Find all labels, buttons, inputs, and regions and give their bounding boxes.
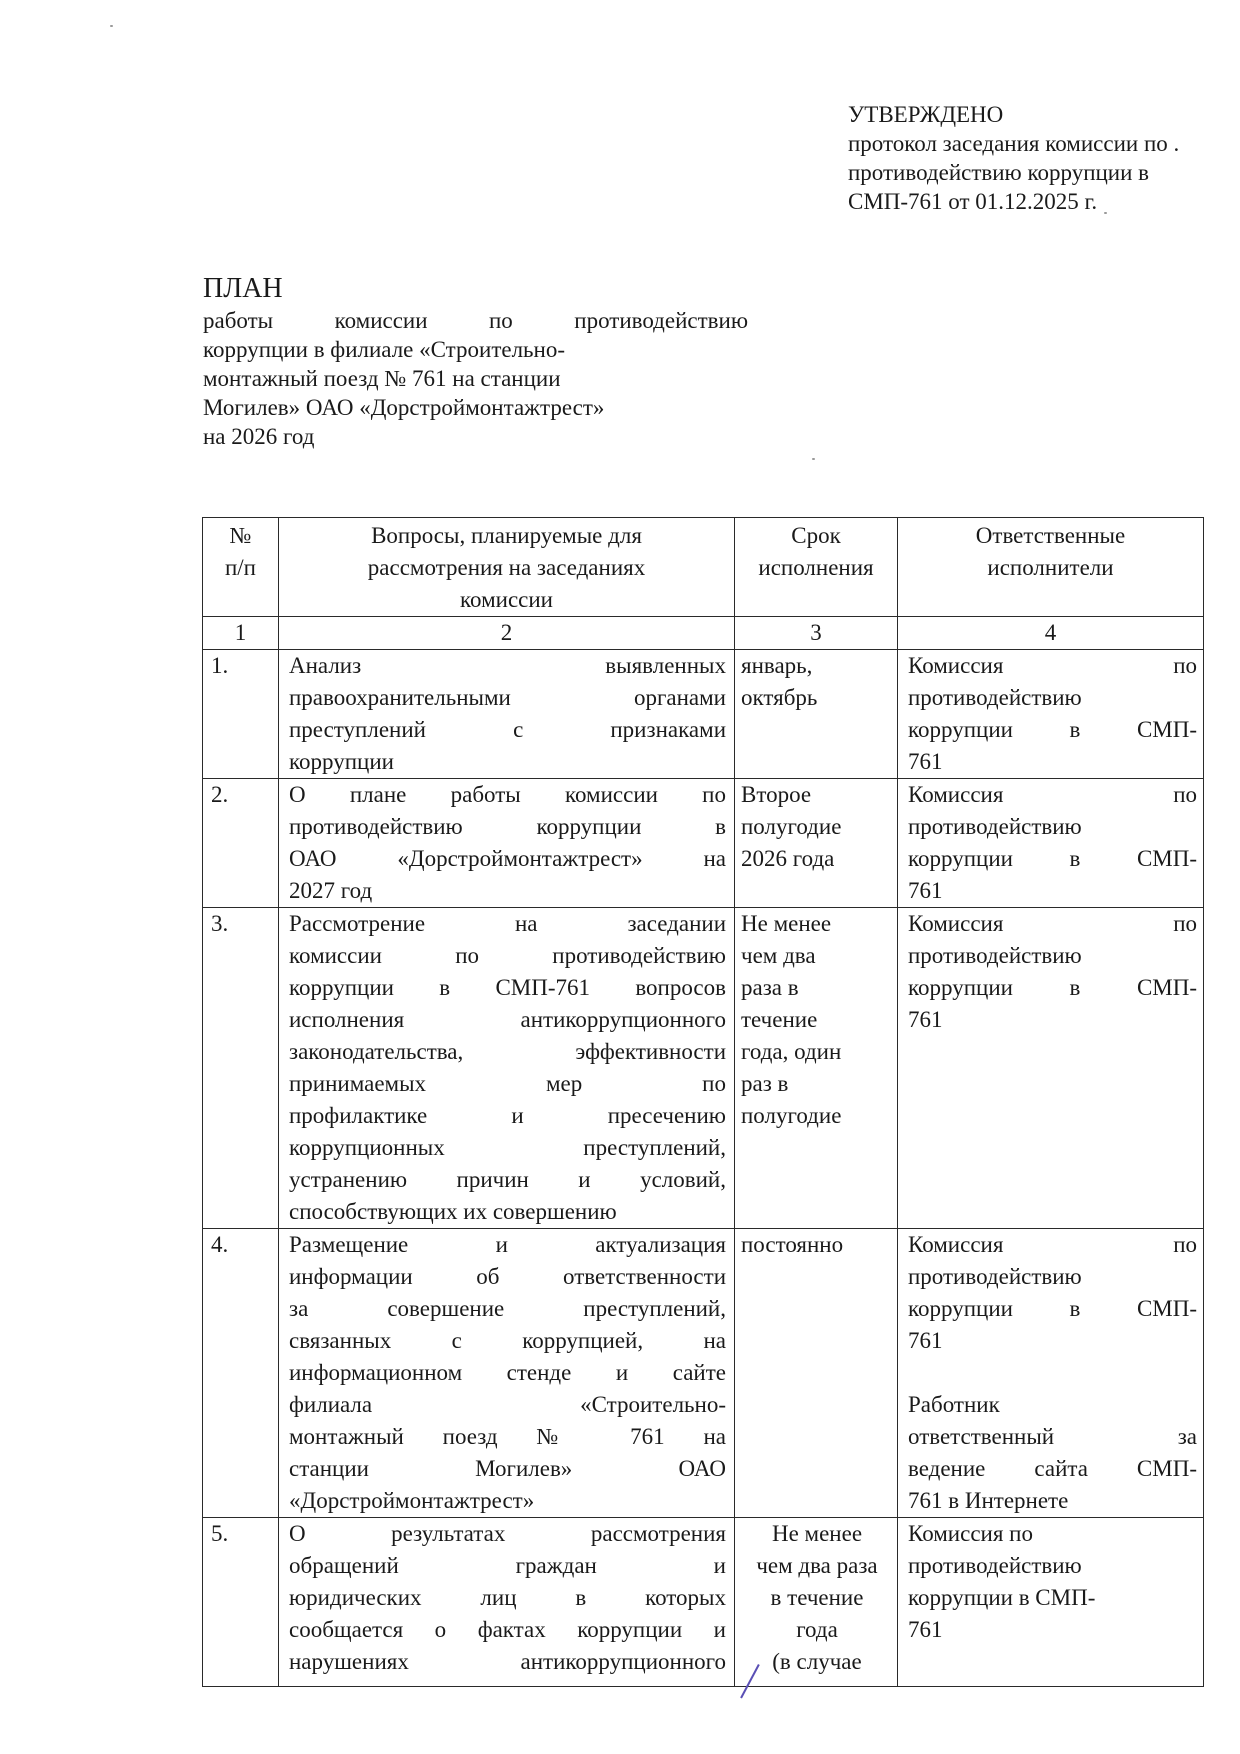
responsible-line: ответственный за bbox=[908, 1424, 1197, 1449]
row-responsible bbox=[898, 908, 1204, 1229]
row-topic bbox=[279, 908, 735, 1229]
header-text: Срок bbox=[791, 523, 841, 548]
header-topic bbox=[279, 518, 735, 617]
responsible-line: 761 bbox=[908, 878, 943, 903]
topic-line: преступлений с признаками bbox=[289, 717, 726, 742]
row-number: 2. bbox=[203, 779, 279, 908]
header-text: п/п bbox=[224, 555, 256, 580]
topic-line: информации об ответственности bbox=[289, 1264, 726, 1289]
row-term bbox=[735, 908, 898, 1229]
topic-line: О результатах рассмотрения bbox=[289, 1521, 726, 1546]
header-number bbox=[203, 518, 279, 617]
topic-line: обращений граждан и bbox=[289, 1553, 726, 1578]
row-term bbox=[735, 1229, 898, 1518]
topic-line: сообщается о фактах коррупции и bbox=[289, 1617, 726, 1642]
responsible-line: коррупции в СМП- bbox=[908, 846, 1197, 871]
topic-line: Рассмотрение на заседании bbox=[289, 911, 726, 936]
approval-stamp bbox=[848, 100, 1238, 216]
plan-subtitle-line: Могилев» ОАО «Дорстроймонтажтрест» bbox=[203, 395, 605, 420]
topic-line: коррупции bbox=[289, 749, 394, 774]
row-number: 4. bbox=[203, 1229, 279, 1518]
row-responsible bbox=[898, 779, 1204, 908]
header-text: рассмотрения на заседаниях bbox=[367, 555, 646, 580]
topic-line: комиссии по противодействию bbox=[289, 943, 726, 968]
row-number: 3. bbox=[203, 908, 279, 1229]
table-row bbox=[203, 650, 1204, 779]
row-number: 5. bbox=[203, 1518, 279, 1687]
term-line: октябрь bbox=[741, 685, 818, 710]
column-number: 1 bbox=[203, 617, 279, 650]
topic-line: за совершение преступлений, bbox=[289, 1296, 726, 1321]
row-number: 1. bbox=[203, 650, 279, 779]
approval-line: протокол заседания комиссии по . bbox=[848, 131, 1180, 156]
topic-line: ОАО «Дорстроймонтажтрест» на bbox=[289, 846, 726, 871]
topic-line: коррупции в СМП-761 вопросов bbox=[289, 975, 726, 1000]
spacer bbox=[908, 1357, 1197, 1389]
term-line: Не менее bbox=[741, 911, 832, 936]
table-row bbox=[203, 1518, 1204, 1687]
row-topic bbox=[279, 1518, 735, 1687]
term-line: постоянно bbox=[741, 1232, 844, 1257]
row-responsible bbox=[898, 650, 1204, 779]
plan-subtitle-line: коррупции в филиале «Строительно- bbox=[203, 337, 566, 362]
term-line: полугодие bbox=[741, 1103, 842, 1128]
header-text: исполнения bbox=[758, 555, 874, 580]
header-text: Вопросы, планируемые для bbox=[371, 523, 642, 548]
topic-line: «Дорстроймонтажтрест» bbox=[289, 1488, 535, 1513]
topic-line: принимаемых мер по bbox=[289, 1071, 726, 1096]
row-term bbox=[735, 779, 898, 908]
row-term bbox=[735, 1518, 898, 1687]
responsible-line: противодействию bbox=[908, 814, 1082, 839]
plan-title-block bbox=[203, 272, 748, 451]
row-term bbox=[735, 650, 898, 779]
responsible-line: коррупции в СМП- bbox=[908, 1296, 1197, 1321]
responsible-line: коррупции в СМП- bbox=[908, 1585, 1096, 1610]
approval-line: противодействию коррупции в bbox=[848, 160, 1150, 185]
topic-line: Анализ выявленных bbox=[289, 653, 726, 678]
header-text: Ответственные bbox=[975, 523, 1126, 548]
term-line: полугодие bbox=[741, 814, 842, 839]
topic-line: правоохранительными органами bbox=[289, 685, 726, 710]
table-header-row bbox=[203, 518, 1204, 617]
header-responsible bbox=[898, 518, 1204, 617]
column-number-row bbox=[203, 617, 1204, 650]
term-line: раза в bbox=[741, 975, 799, 1000]
responsible-line: 761 bbox=[908, 1007, 943, 1032]
row-responsible bbox=[898, 1229, 1204, 1518]
topic-line: филиала «Строительно- bbox=[289, 1392, 726, 1417]
responsible-line: 761 bbox=[908, 1617, 943, 1642]
term-line: 2026 года bbox=[741, 846, 835, 871]
table-row bbox=[203, 779, 1204, 908]
plan-table bbox=[202, 517, 1204, 1687]
responsible-line: ведение сайта СМП- bbox=[908, 1456, 1197, 1481]
row-responsible bbox=[898, 1518, 1204, 1687]
topic-line: О плане работы комиссии по bbox=[289, 782, 726, 807]
scan-speck bbox=[812, 458, 815, 460]
responsible-line: коррупции в СМП- bbox=[908, 975, 1197, 1000]
responsible-line: противодействию bbox=[908, 943, 1082, 968]
topic-line: 2027 год bbox=[289, 878, 373, 903]
column-number: 3 bbox=[735, 617, 898, 650]
term-line: года bbox=[796, 1617, 838, 1642]
responsible-line: 761 bbox=[908, 1328, 943, 1353]
responsible-line: противодействию bbox=[908, 1553, 1082, 1578]
scan-speck bbox=[110, 25, 113, 27]
responsible-line: Комиссия по bbox=[908, 1521, 1033, 1546]
topic-line: исполнения антикоррупционного bbox=[289, 1007, 726, 1032]
topic-line: монтажный поезд № 761 на bbox=[289, 1424, 726, 1449]
responsible-line: Комиссия по bbox=[908, 653, 1197, 678]
scan-speck bbox=[1104, 212, 1107, 214]
plan-subtitle-line: на 2026 год bbox=[203, 424, 315, 449]
header-text: комиссии bbox=[460, 587, 553, 612]
header-term bbox=[735, 518, 898, 617]
row-topic bbox=[279, 779, 735, 908]
responsible-line: противодействию bbox=[908, 1264, 1082, 1289]
plan-subtitle-line: монтажный поезд № 761 на станции bbox=[203, 366, 561, 391]
responsible-line: Комиссия по bbox=[908, 1232, 1197, 1257]
responsible-line: Комиссия по bbox=[908, 911, 1197, 936]
term-line: года, один bbox=[741, 1039, 842, 1064]
topic-line: устранению причин и условий, bbox=[289, 1167, 726, 1192]
topic-line: Размещение и актуализация bbox=[289, 1232, 726, 1257]
topic-line: станции Могилев» ОАО bbox=[289, 1456, 726, 1481]
topic-line: юридических лиц в которых bbox=[289, 1585, 726, 1610]
plan-title: ПЛАН bbox=[203, 273, 283, 304]
term-line: Второе bbox=[741, 782, 812, 807]
topic-line: информационном стенде и сайте bbox=[289, 1360, 726, 1385]
term-line: чем два раза bbox=[756, 1553, 878, 1578]
plan-subtitle-line: работы комиссии по противодействию bbox=[203, 308, 748, 333]
term-line: чем два bbox=[741, 943, 816, 968]
term-line: раз в bbox=[741, 1071, 789, 1096]
topic-line: связанных с коррупцией, на bbox=[289, 1328, 726, 1353]
row-topic bbox=[279, 650, 735, 779]
responsible-line: коррупции в СМП- bbox=[908, 717, 1197, 742]
topic-line: противодействию коррупции в bbox=[289, 814, 726, 839]
responsible-line: 761 в Интернете bbox=[908, 1488, 1069, 1513]
topic-line: коррупционных преступлений, bbox=[289, 1135, 726, 1160]
column-number: 4 bbox=[898, 617, 1204, 650]
table-row bbox=[203, 1229, 1204, 1518]
approval-heading: УТВЕРЖДЕНО bbox=[848, 102, 1004, 127]
table-row bbox=[203, 908, 1204, 1229]
responsible-line: противодействию bbox=[908, 685, 1082, 710]
header-text: исполнители bbox=[987, 555, 1114, 580]
topic-line: законодательства, эффективности bbox=[289, 1039, 726, 1064]
term-line: в течение bbox=[770, 1585, 864, 1610]
column-number: 2 bbox=[279, 617, 735, 650]
topic-line: способствующих их совершению bbox=[289, 1199, 617, 1224]
term-line: январь, bbox=[741, 653, 813, 678]
term-line: Не менее bbox=[771, 1521, 863, 1546]
row-topic bbox=[279, 1229, 735, 1518]
approval-line: СМП-761 от 01.12.2025 г. bbox=[848, 189, 1098, 214]
topic-line: нарушениях антикоррупционного bbox=[289, 1649, 726, 1674]
responsible-line: Работник bbox=[908, 1392, 1000, 1417]
topic-line: профилактике и пресечению bbox=[289, 1103, 726, 1128]
term-line: (в случае bbox=[772, 1649, 862, 1674]
term-line: течение bbox=[741, 1007, 818, 1032]
responsible-line: Комиссия по bbox=[908, 782, 1197, 807]
header-text: № bbox=[229, 523, 252, 548]
responsible-line: 761 bbox=[908, 749, 943, 774]
